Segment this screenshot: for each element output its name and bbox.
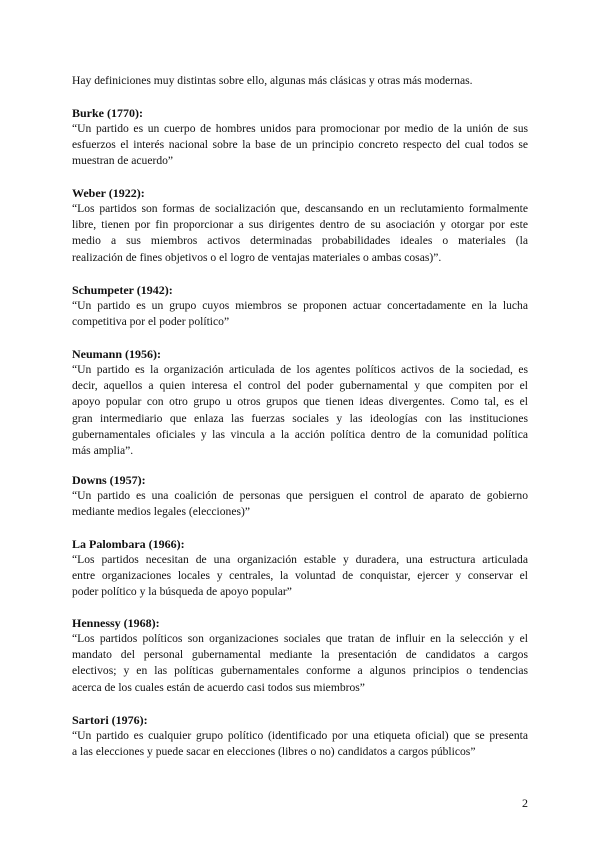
quote-line: “Un partido es un grupo cuyos miembros se proponen actuar concertadamente en la lucha [72,299,528,312]
definition-quote [72,121,528,170]
author-heading: Downs (1957): [72,473,146,487]
definition-quote [72,362,528,459]
author-heading: Neumann (1956): [72,347,161,361]
quote-line: “Un partido es un cuerpo de hombres unidos para promocionar por medio de la unión de sus [72,122,528,135]
quote-line: libre, tienen por fin proporcionar a sus dirigentes dentro de su asociación y otorgar por este [72,218,528,232]
quote-line: poder político y la búsqueda de apoyo popular” [72,585,292,599]
quote-line: “Un partido es cualquier grupo político (identificado por una etiqueta oficial) que se presenta [72,729,528,742]
quote-line: gubernamentales oficiales y las vincula a la acción política dentro de la comunidad política [72,427,528,441]
quote-line: a las elecciones y puede sacar en elecciones (libres o no) candidatos a cargos públicos” [72,745,476,759]
author-heading: Hennessy (1968): [72,616,160,630]
quote-line: más amplia”. [72,443,134,457]
quote-line: realización de fines objetivos o el logro de ventajas materiales o ambas cosas)”. [72,250,442,264]
page-number: 2 [522,796,528,810]
definition-quote [72,201,528,266]
quote-line: entre organizaciones locales y centrales, la voluntad de conquistar, ejercer y conservar el [72,569,528,583]
quote-line: mediante medios legales (elecciones)” [72,505,251,519]
quote-line: “Un partido es una coalición de personas que persiguen el control de aparato de gobierno [72,489,528,502]
definition-entry-schumpeter [72,282,528,330]
quote-line: “Un partido es la organización articulada de los agentes políticos activos de la sociedad, es [72,363,528,376]
quote-line: competitiva por el poder político” [72,315,230,329]
author-heading: Burke (1770): [72,106,143,120]
quote-line: “Los partidos son formas de socialización que, descansando en un reclutamiento formalmente [72,202,528,215]
definition-quote [72,728,528,760]
definition-entry-neumann [72,346,528,459]
quote-line: muestran de acuerdo” [72,154,174,168]
quote-line: medio a sus miembros activos determinadas probabilidades ideales o materiales (la [72,234,528,248]
quote-line: decir, aquellos a quien interesa el control del poder gubernamental y que compiten por el [72,379,528,393]
definition-entry-weber [72,185,528,266]
intro-paragraph: Hay definiciones muy distintas sobre ello, algunas más clásicas y otras más modernas. [72,74,473,87]
definition-quote [72,488,528,520]
quote-line: gran intermediario que enlaza las fuerzas sociales y las ideologías con las instituciones [72,411,528,425]
author-heading: Weber (1922): [72,186,145,200]
definition-quote [72,631,528,696]
definition-entry-downs [72,472,528,520]
quote-line: apoyo popular con otro grupo u otros grupos que tienen ideas divergentes. Como tal, es el [72,395,528,409]
author-heading: Schumpeter (1942): [72,283,173,297]
author-heading: La Palombara (1966): [72,537,185,551]
definition-entry-burke [72,105,528,170]
definition-quote [72,552,528,601]
quote-line: mandato del personal gubernamental mediante la presentación de candidatos a cargos [72,648,528,662]
quote-line: “Los partidos políticos son organizaciones sociales que tratan de influir en la selección y el [72,632,528,645]
quote-line: acerca de los cuales están de acuerdo casi todos sus miembros” [72,680,365,694]
quote-line: electivos; y en las políticas gubernamentales conforme a algunos principios o tendencias [72,664,528,678]
definition-entry-la-palombara [72,536,528,601]
author-heading: Sartori (1976): [72,713,148,727]
quote-line: “Los partidos necesitan de una organización estable y duradera, una estructura articulada [72,553,528,566]
definition-entry-hennessy [72,615,528,696]
definition-quote [72,298,528,330]
quote-line: esfuerzos el interés nacional sobre la base de un principio concreto respecto del cual todos se [72,138,528,152]
definition-entry-sartori [72,712,528,760]
